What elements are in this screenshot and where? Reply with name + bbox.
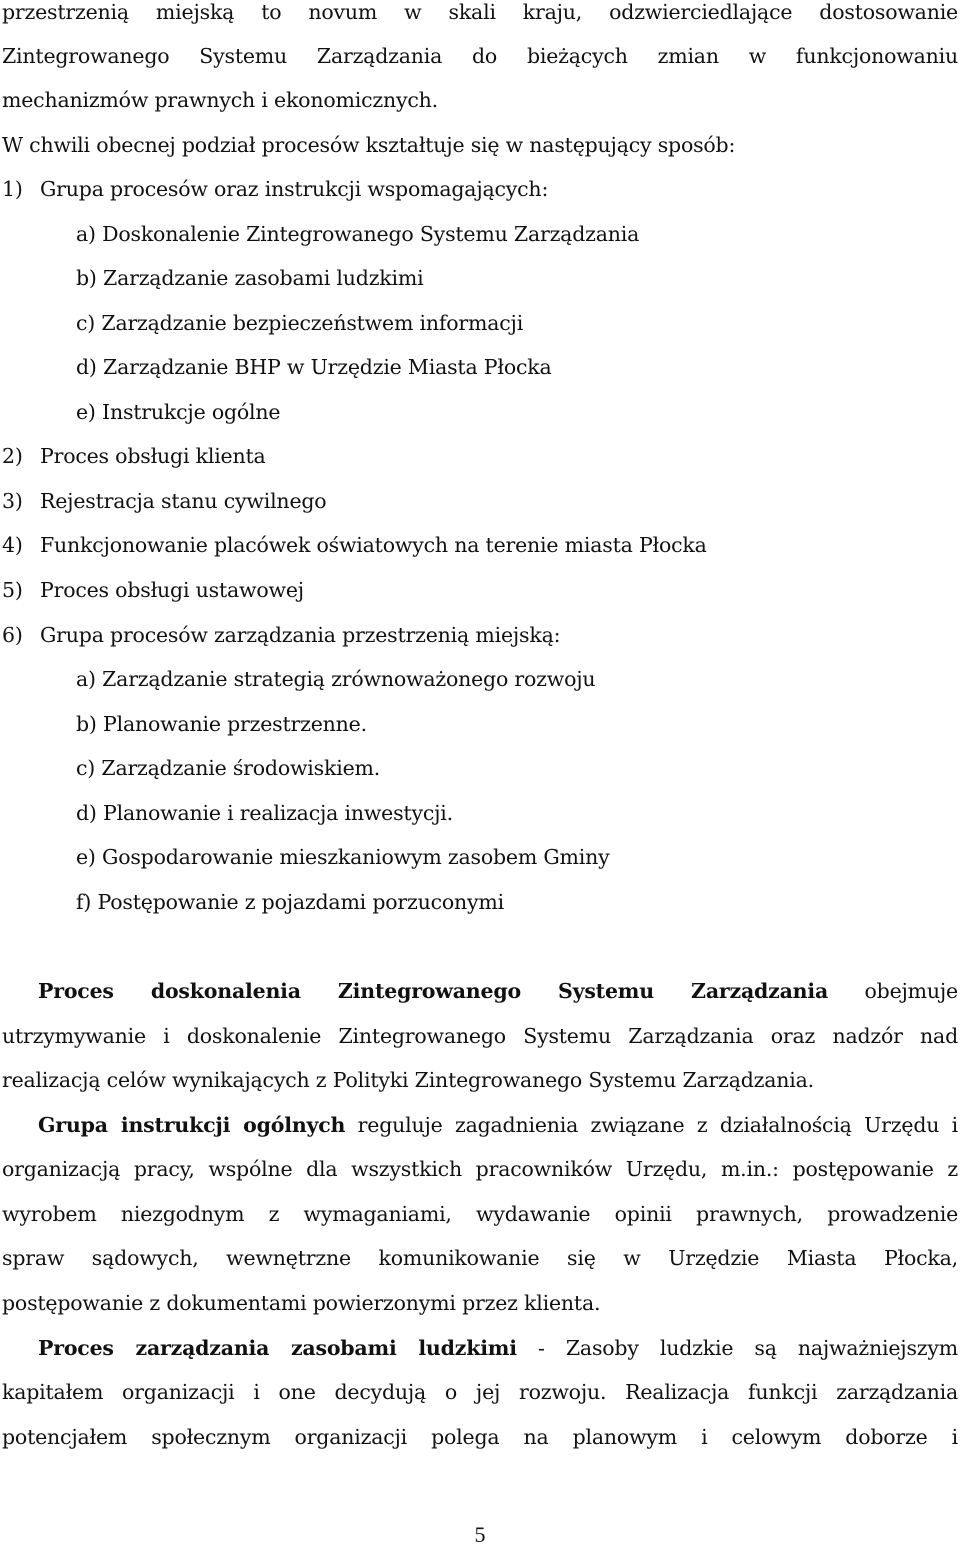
intro-line-2: Zintegrowanego Systemu Zarządzania do bieżących zmian w funkcjonowaniu xyxy=(2,44,958,68)
sub-item: d) Planowanie i realizacja inwestycji. xyxy=(76,801,453,825)
intro-line-3: mechanizmów prawnych i ekonomicznych. xyxy=(2,88,438,112)
paragraph-2-line-2: organizacją pracy, wspólne dla wszystkich pracowników Urzędu, m.in.: postępowanie z xyxy=(2,1157,958,1181)
list-number: 2) xyxy=(2,444,23,468)
sub-item: b) Planowanie przestrzenne. xyxy=(76,712,367,736)
paragraph-2-line-3: wyrobem niezgodnym z wymaganiami, wydawanie opinii prawnych, prowadzenie xyxy=(2,1202,958,1226)
paragraph-1-line-1 xyxy=(38,977,958,1005)
list-label: Proces obsługi klienta xyxy=(40,444,266,468)
list-label: Rejestracja stanu cywilnego xyxy=(40,489,327,513)
paragraph-3-line-2: kapitałem organizacji i one decydują o jej rozwoju. Realizacja funkcji zarządzania xyxy=(2,1380,958,1404)
list-item-1 xyxy=(2,175,958,203)
paragraph-3-line-1 xyxy=(38,1334,958,1362)
list-number: 5) xyxy=(2,578,23,602)
sub-item: b) Zarządzanie zasobami ludzkimi xyxy=(76,266,424,290)
list-label: Grupa procesów oraz instrukcji wspomagających: xyxy=(40,177,549,201)
paragraph-heading: Proces doskonalenia Zintegrowanego Systemu Zarządzania xyxy=(38,979,829,1003)
paragraph-text: - Zasoby ludzkie są najważniejszym xyxy=(516,1336,958,1360)
paragraph-heading: Grupa instrukcji ogólnych xyxy=(38,1113,346,1137)
paragraph-heading: Proces zarządzania zasobami ludzkimi xyxy=(38,1336,517,1360)
sub-item: d) Zarządzanie BHP w Urzędzie Miasta Płocka xyxy=(76,355,552,379)
paragraph-2-line-4: spraw sądowych, wewnętrzne komunikowanie się w Urzędzie Miasta Płocka, xyxy=(2,1246,958,1270)
page-number: 5 xyxy=(474,1522,486,1547)
paragraph-2-line-1 xyxy=(38,1111,958,1139)
list-item-2 xyxy=(2,442,958,470)
sub-item: a) Zarządzanie strategią zrównoważonego rozwoju xyxy=(76,667,596,691)
list-item-5 xyxy=(2,576,958,604)
list-item-4 xyxy=(2,531,958,559)
paragraph-1-line-2: utrzymywanie i doskonalenie Zintegrowanego Systemu Zarządzania oraz nadzór nad xyxy=(2,1024,958,1048)
list-label: Grupa procesów zarządzania przestrzenią miejską: xyxy=(40,623,561,647)
paragraph-3-line-3: potencjałem społecznym organizacji polega na planowym i celowym doborze i xyxy=(2,1425,958,1449)
sub-item: f) Postępowanie z pojazdami porzuconymi xyxy=(76,890,505,914)
list-item-3 xyxy=(2,487,958,515)
paragraph-text: obejmuje xyxy=(828,979,958,1003)
list-number: 3) xyxy=(2,489,23,513)
list-number: 6) xyxy=(2,623,23,647)
sub-item: e) Gospodarowanie mieszkaniowym zasobem Gminy xyxy=(76,845,610,869)
intro-line-1: przestrzenią miejską to novum w skali kraju, odzwierciedlające dostosowanie xyxy=(2,0,958,24)
process-intro: W chwili obecnej podział procesów kształtuje się w następujący sposób: xyxy=(2,133,736,157)
paragraph-1-line-3: realizacją celów wynikających z Polityki Zintegrowanego Systemu Zarządzania. xyxy=(2,1068,814,1092)
list-number: 4) xyxy=(2,533,23,557)
paragraph-text: reguluje zagadnienia związane z działalnością Urzędu i xyxy=(345,1113,958,1137)
sub-item: c) Zarządzanie środowiskiem. xyxy=(76,756,381,780)
list-number: 1) xyxy=(2,177,23,201)
sub-item: a) Doskonalenie Zintegrowanego Systemu Zarządzania xyxy=(76,222,640,246)
list-label: Proces obsługi ustawowej xyxy=(40,578,304,602)
list-item-6 xyxy=(2,621,958,649)
sub-item: c) Zarządzanie bezpieczeństwem informacji xyxy=(76,311,524,335)
paragraph-2-line-5: postępowanie z dokumentami powierzonymi przez klienta. xyxy=(2,1291,601,1315)
list-label: Funkcjonowanie placówek oświatowych na terenie miasta Płocka xyxy=(40,533,707,557)
sub-item: e) Instrukcje ogólne xyxy=(76,400,281,424)
